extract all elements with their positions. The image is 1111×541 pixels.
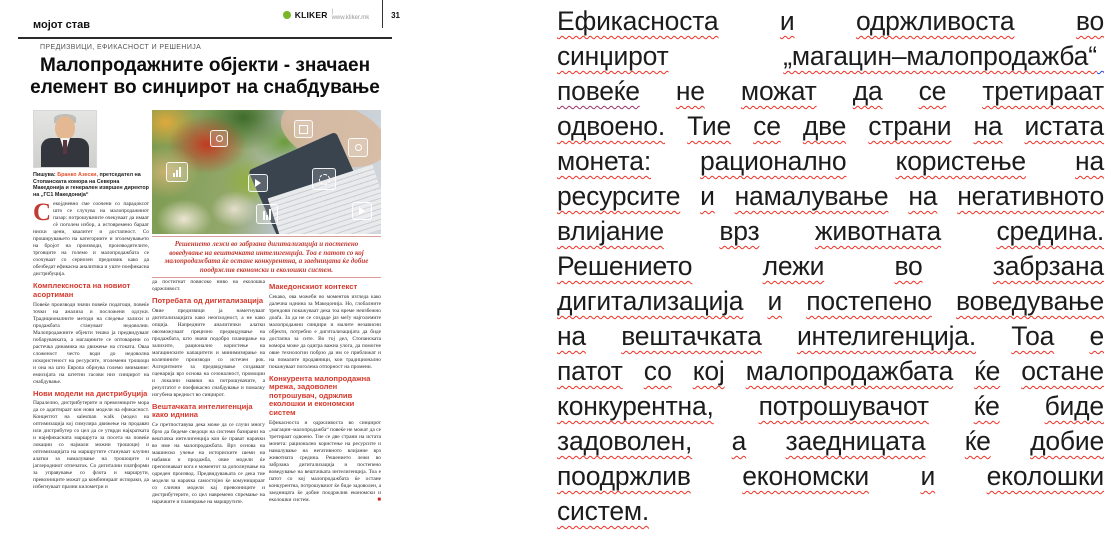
word: воведување: [956, 286, 1104, 316]
document-text-line: [557, 145, 1104, 180]
article-paragraph: Овие предизвици ја наметнуваат дигитализацијата како неопходност, а не како опција. Напредните аналитички алатки овозможуваат прецизно предвидување на продажбата, што значи подобро планирање на залихите, рационално користење на магацинските капацитети и минимизирање на количините производи со истечен рок. Алгоритмите за предвидување создаваат сценарија врз основа на сезоналност, промоции и локални навики на потрошувачите, а резултатот е поефикасно снабдување и помалку изгубена вредност во синџирот.: [152, 307, 265, 398]
document-text-line: [557, 390, 1104, 425]
article-photo-groceries-digital: [152, 110, 381, 234]
grammar-squiggle-mark: [1097, 40, 1104, 75]
document-text-line: [557, 425, 1104, 460]
word: да: [852, 76, 883, 106]
document-text-line: [557, 320, 1104, 355]
play-icon: [352, 202, 372, 220]
word: намалување: [734, 181, 889, 211]
word: и: [779, 6, 795, 36]
article-heading: Конкурента малопродажна мрежа, задоволен потрошувач, одржлив еколошки и економски систем: [269, 373, 371, 417]
article-paragraph: да постигнат повисоко ниво на еколошка одржливост.: [152, 279, 265, 292]
dot-icon: [210, 130, 228, 147]
document-text-line: [557, 75, 1104, 110]
word: рационално: [700, 146, 847, 176]
article-heading: Комплексноста на новиот асортиман: [33, 281, 131, 299]
word: заедницата: [785, 426, 926, 456]
photo-caption: Решението лежи во забрзана дигитализација и постепено воведување на вештачката интелигенција. Тоа е патот со кој малопродажбата ќе остане конкурентна, а заедницата ќе добие поодржлив економски и еколошки систем.: [152, 236, 381, 278]
word: остане: [1021, 356, 1104, 386]
word: и: [920, 461, 936, 491]
word: задоволен,: [557, 426, 693, 456]
word: користење: [895, 146, 1026, 176]
word: ќе: [974, 356, 1001, 386]
word: ќе: [964, 426, 991, 456]
word: Тоа: [1011, 321, 1055, 351]
word: и: [700, 181, 715, 211]
article-heading: Македонскиот контекст: [269, 282, 358, 291]
word: се: [753, 111, 781, 141]
byline-author-name: Бранко Азески,: [57, 172, 98, 178]
article-paragraph: Повеќе производи значи повеќе податоци, повеќе точки на анализа и посложени одлуки. Традиционалните методи на следење залихи и продажбата стануваат недоволни. Малопродажните објекти тешко ја предвидуваат побарувачката, а магацините се оптоварени со растечка динамика на движење на стоката. Оваа сложеност често води до недоволна искористеност на ресурсите, зголемени трошоци и она на што Европа обрнува големо внимание: емисијата на штетни гасови низ синџирот на снабдување.: [33, 301, 149, 385]
document-text-line: [557, 250, 1104, 285]
word: на: [908, 181, 938, 211]
word: третираат: [982, 76, 1104, 106]
word: систем.: [557, 496, 650, 526]
word: е: [1089, 321, 1104, 351]
word: страни: [868, 111, 952, 141]
word: на: [1075, 146, 1104, 176]
document-text-line: [557, 460, 1104, 495]
word: добие: [1030, 426, 1104, 456]
word: поодржлив: [557, 461, 691, 491]
word: а: [731, 426, 747, 456]
masthead: [283, 0, 400, 30]
word: ќе: [973, 391, 1000, 421]
word: негативното: [957, 181, 1104, 211]
bar-chart-icon: [256, 204, 278, 224]
word: интелигенција.: [796, 321, 976, 351]
article-title-line2: елемент во синџирот на снабдување: [30, 76, 380, 98]
word: економски: [742, 461, 870, 491]
word: врз: [719, 216, 760, 246]
author-photo-tie: [63, 140, 67, 154]
word: средина.: [996, 216, 1104, 246]
masthead-brand: KLIKER: [294, 10, 328, 20]
word: со: [643, 356, 672, 386]
ring-icon: [312, 168, 336, 190]
play-icon: [248, 174, 268, 192]
word: Тие: [687, 111, 732, 141]
section-label: мојот став: [33, 19, 91, 31]
article-paragraph: Се претпоставува дека може да се случи многу брзо да бидеме сведоци на системи базирани на вештачка интелигенција кои ќе прават нарачки во име на малопродажбата. Врз основа на машинско учење на историските шеми на набавки и продажба, овие модели ќе препознаваат кога е моментот за дополнување на одреден производ. Предвидувањата се дека тие модели за нарачка самостојно ќе комуницираат со слични модели кај превозниците и дистрибутерите, со цел навремено спремање на нарачките и планирање на маршрутите.: [152, 421, 265, 505]
word: повеќе: [557, 76, 640, 106]
article-column-1: [33, 110, 149, 541]
word: на: [557, 321, 586, 351]
atom-icon: [348, 138, 368, 157]
word: Ефикасноста: [557, 6, 719, 36]
word: и: [767, 286, 783, 316]
article-paragraph: Ефикасноста и одржливоста во синџирот „магацин–малопродажба“ повеќе не можат да се третираат одвоено. Тие се две страни на истата монета: рационално користење на ресурсите и намалување на негативното влијание врз животната средина. Решението лежи во забрзана дигитализација и постепено воведување на вештачката интелигенција. Тоа е патот со кој малопродажбата ќе остане конкурентна, потрошувачот ќе биде задоволен, а заедницата ќе добие поодржлив економски и еколошки систем. ■: [269, 419, 381, 503]
word: потрошувачот: [758, 391, 929, 421]
article-paragraph: Паралелно, дистрибутерите и превозниците мора да се адаптираат кон нови модели на ефикасност. Концептот на salesman walk (модел на оптимизација кој симулира движење на продавач или дистрибутер со цел да се утврди најкратката и најефикасната маршрута за посета на повеќе локации со најмали можни трошоци) и оптимизацијата на маршрутите стануваат клучни алатки за намалување на трошоците и јаглеродниот отпечаток. Со дигитални платформи за управување со флота и маршрути, превозниците можат да комбинираат испораки, да избегнуваат празни километри и: [33, 400, 149, 491]
article-column-3: [269, 279, 381, 541]
document-text-line: [557, 285, 1104, 320]
article-title-line1: Малопродажните објекти - значаен: [39, 55, 371, 76]
document-text-line: [557, 355, 1104, 390]
magazine-page-scan: [0, 0, 400, 541]
word: истата: [1024, 111, 1104, 141]
word: монета:: [557, 146, 651, 176]
document-text-line: [557, 5, 1104, 40]
article-title: [28, 55, 382, 98]
word: можат: [740, 76, 817, 106]
page-number: 31: [391, 10, 400, 20]
article-kicker: ПРЕДИЗВИЦИ, ЕФИКАСНОСТ И РЕШЕНИЈА: [40, 44, 202, 51]
byline-prefix: Пишува:: [33, 172, 58, 178]
article-paragraph: Секојдневно сме соочени со парадоксот што се случува на малопродажниот пазар: потрошувачите очекуваат да имаат сѐ поголем избор, а истовремено бараат ниски цени, квалитет и достапност. Со проширувањето на категориите и зголемувањето на бројот на производи, производителите, трговците на големо и малопродажбата се соочуваат со сериозен предизвик како да обезбедат ефикасна аналитика и уште поефикасна дистрибуција.: [33, 199, 149, 278]
word-with-grammar-mark: [783, 40, 1104, 75]
word: синџирот: [557, 41, 669, 71]
word: кој: [692, 356, 725, 386]
square-icon: [294, 120, 313, 138]
drop-cap: С: [33, 199, 52, 227]
section-rule: [18, 37, 392, 39]
masthead-site-url: | www.kliker.mk: [331, 9, 370, 21]
word: биде: [1044, 391, 1104, 421]
word: вештачката: [621, 321, 762, 351]
article-column-2: [152, 279, 265, 541]
word: во: [894, 251, 923, 281]
author-photo-face: [55, 116, 75, 140]
word: забрзана: [992, 251, 1104, 281]
red-square-icon: ■: [377, 496, 381, 503]
byline: [33, 172, 149, 198]
word: одржливоста: [855, 6, 1015, 36]
word: животната: [814, 216, 942, 246]
document-text-line: [557, 215, 1104, 250]
word: „магацин–малопродажба“: [783, 41, 1097, 71]
article-heading: Потребата од дигитализација: [152, 296, 264, 305]
word: се: [918, 76, 947, 106]
word: дигитализација: [557, 286, 744, 316]
word: малопродажбата: [745, 356, 954, 386]
word: конкурентна,: [557, 391, 714, 421]
document-text-line: [557, 110, 1104, 145]
word: ресурсите: [557, 181, 681, 211]
masthead-divider: [382, 0, 383, 28]
word: одвоено.: [557, 111, 666, 141]
document-text-line: [557, 495, 1104, 530]
word: лежи: [762, 251, 825, 281]
document-text-line: [557, 180, 1104, 215]
word: постепено: [806, 286, 932, 316]
article-heading: Нови модели на дистрибуција: [33, 388, 148, 398]
zoomed-document-text-area[interactable]: [557, 5, 1104, 530]
word: не: [675, 76, 705, 106]
document-text-line: [557, 40, 1104, 75]
word: на: [973, 111, 1003, 141]
article-heading: Вештачката интелигенција како иднина: [152, 401, 253, 420]
byline-role: претседател на Стопанската комора на Северна Македонија и генерален извршен директор на „ГС1 Македонија“: [33, 172, 149, 198]
author-photo: [33, 110, 97, 168]
green-dot-icon: [283, 11, 291, 19]
word: еколошки: [986, 461, 1104, 491]
word: две: [802, 111, 847, 141]
article-paragraph: Секако, ова можеби во моментов изгледа како далечна иднина за Македонија. Но, глобалните трендови покажуваат дека тоа време неизбежно доаѓа. За да не се создаде јаз меѓу најголемите малопродажни синџири и малите независни објекти, потребно е дигитализацијата да биде достапна за сите. Во тој дел, Стопанската комора може да одигра важна улога, да помогне овие технологии побрзо да им се приближат и на помалите продавници, кои традиционално покажуваат поголема отпорност на промени.: [269, 293, 381, 370]
bar-chart-icon: [166, 162, 188, 182]
word: во: [1075, 6, 1104, 36]
word: влијание: [557, 216, 664, 246]
word: Решението: [557, 251, 693, 281]
word: патот: [557, 356, 623, 386]
